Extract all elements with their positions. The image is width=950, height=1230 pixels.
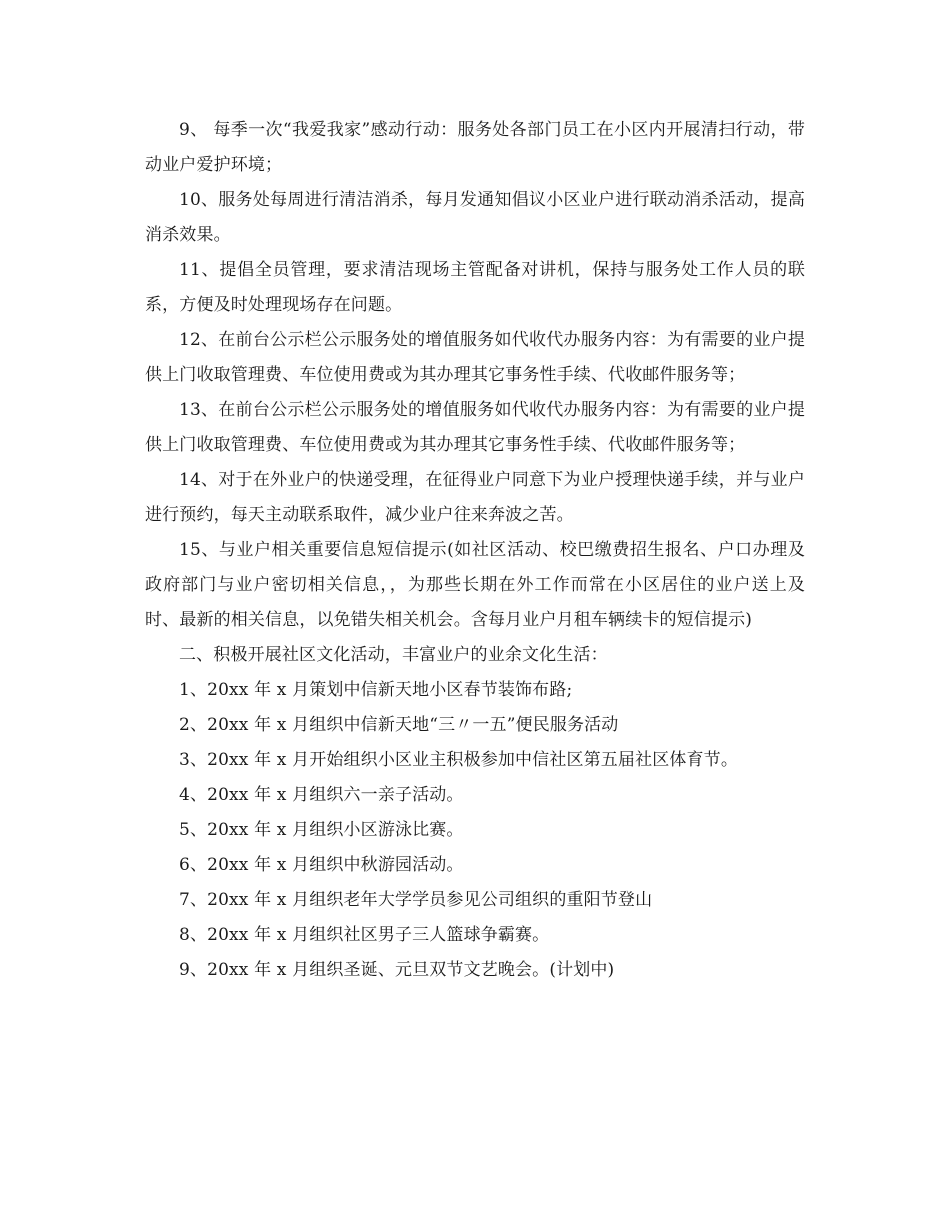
paragraph-item-13: 13、在前台公示栏公示服务处的增值服务如代收代办服务内容：为有需要的业户提供上门收取管理费、车位使用费或为其办理其它事务性手续、代收邮件服务等； xyxy=(145,400,805,455)
activity-item-3: 3、20xx 年 x 月开始组织小区业主积极参加中信社区第五届社区体育节。 xyxy=(179,750,738,770)
paragraph-item-15: 15、与业户相关重要信息短信提示(如社区活动、校巴缴费招生报名、户口办理及政府部门与业户密切相关信息，，为那些长期在外工作而常在小区居住的业户送上及时、最新的相关信息，以免错失相关机会。含每月业户月租车辆续卡的短信提示) xyxy=(145,540,805,630)
paragraph-item-10: 10、服务处每周进行清洁消杀，每月发通知倡议小区业户进行联动消杀活动，提高消杀效果。 xyxy=(145,190,805,245)
activity-item-1: 1、20xx 年 x 月策划中信新天地小区春节装饰布路; xyxy=(179,680,573,700)
activity-item-9: 9、20xx 年 x 月组织圣诞、元旦双节文艺晚会。(计划中) xyxy=(179,960,615,980)
activity-item-8: 8、20xx 年 x 月组织社区男子三人篮球争霸赛。 xyxy=(179,925,550,945)
activity-item-4: 4、20xx 年 x 月组织六一亲子活动。 xyxy=(179,785,464,805)
section-heading-community-culture: 二、积极开展社区文化活动，丰富业户的业余文化生活： xyxy=(179,645,608,665)
paragraph-item-14: 14、对于在外业户的快递受理，在征得业户同意下为业户授理快递手续，并与业户进行预约，每天主动联系取件，减少业户往来奔波之苦。 xyxy=(145,470,805,525)
paragraph-item-11: 11、提倡全员管理，要求清洁现场主管配备对讲机，保持与服务处工作人员的联系，方便及时处理现场存在问题。 xyxy=(145,260,805,315)
paragraph-item-9: 9、 每季一次“我爱我家”感动行动：服务处各部门员工在小区内开展清扫行动，带动业户爱护环境； xyxy=(145,120,805,175)
activity-item-5: 5、20xx 年 x 月组织小区游泳比赛。 xyxy=(179,820,464,840)
activity-item-2: 2、20xx 年 x 月组织中信新天地“三〃一五”便民服务活动 xyxy=(179,715,619,735)
activity-item-6: 6、20xx 年 x 月组织中秋游园活动。 xyxy=(179,855,464,875)
activity-item-7: 7、20xx 年 x 月组织老年大学学员参见公司组织的重阳节登山 xyxy=(179,890,653,910)
paragraph-item-12: 12、在前台公示栏公示服务处的增值服务如代收代办服务内容：为有需要的业户提供上门收取管理费、车位使用费或为其办理其它事务性手续、代收邮件服务等； xyxy=(145,330,805,385)
document-body xyxy=(145,113,805,988)
